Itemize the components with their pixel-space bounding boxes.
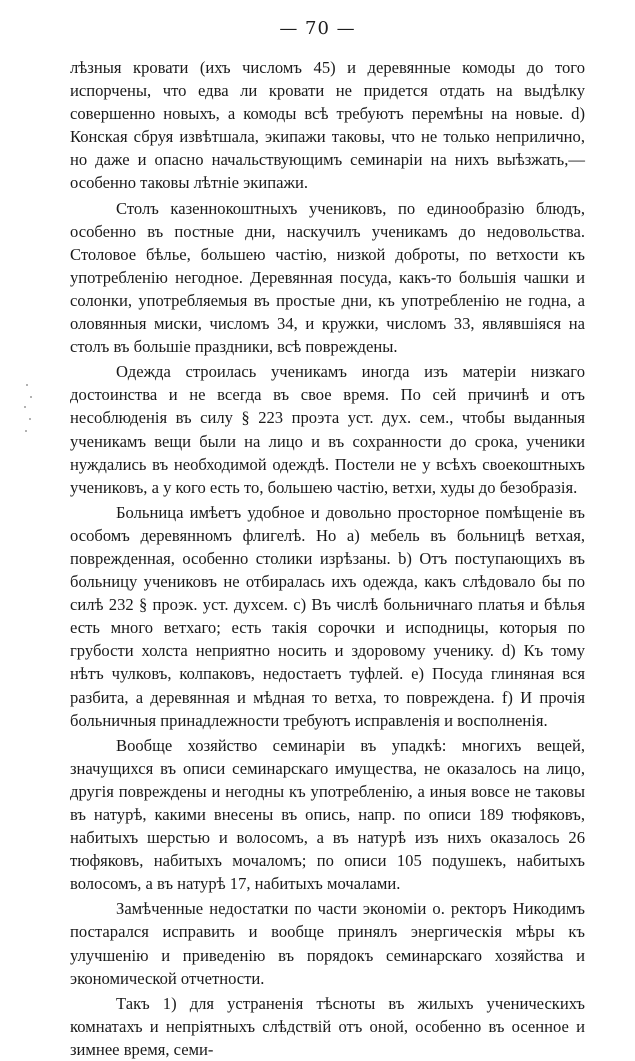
page-number: — 70 — [279, 18, 356, 39]
paragraph: Одежда строилась ученикамъ иногда изъ матеріи низкаго достоинства и не всегда въ свое время. По сей причинѣ и отъ несоблюденія въ силу § 223 проэта уст. дух. сем., чтобы выданныя ученикамъ вещи были на лицо и въ сохранности до срока, ученики нуждались въ необходимой одеждѣ. Постели не у всѣхъ своекоштныхъ учениковъ, а у кого есть то, большею частію, ветхи, худы до безобразія. [70, 362, 585, 497]
paragraph: Больница имѣетъ удобное и довольно просторное помѣщеніе въ особомъ деревянномъ флигелѣ. Но a) мебель въ больницѣ ветхая, поврежденная, особенно столики изрѣзаны. b) Отъ поступающихъ въ больницу учениковъ не отбиралась ихъ одежда, какъ слѣдовало бы по силѣ 232 § проэк. уст. духсем. c) Въ числѣ больничнаго платья и бѣлья есть много ветхаго; есть такія сорочки и исподницы, которыя по грубости холста неприятно носить и здоровому ученику. d) Къ тому нѣтъ чулковъ, колпаковъ, недостаетъ туфлей. e) Посуда глиняная вся разбита, а деревянная и мѣдная то ветха, то повреждена. f) И прочія больничныя принадлежности требуютъ исправленія и восполненія. [70, 502, 585, 730]
paragraph: лѣзныя кровати (ихъ числомъ 45) и деревянные комоды до того испорчены, что едва ли кровати не придется отдать на выдѣлку совершенно новыхъ, а комоды всѣ требуютъ перемѣны на новые. d) Конская сбруя извѣтшала, экипажи таковы, что не только неприлично, но даже и опасно начальствующимъ семинаріи на нихъ выѣзжать,—особенно таковы лѣтніе экипажи. [70, 58, 585, 193]
paragraph: Такъ 1) для устраненія тѣсноты въ жилыхъ ученическихъ комнатахъ и непріятныхъ слѣдствій отъ оной, особенно въ осенное и зимнее время, семи- [70, 993, 585, 1059]
paragraph: Столъ казеннокоштныхъ учениковъ, по единообразію блюдъ, особенно въ постные дни, наскучилъ ученикамъ до недовольства. Столовое бѣлье, большею частію, низкой доброты, по ветхости къ употребленію негодное. Деревянная посуда, какъ-то большія чашки и солонки, употребляемыя въ простые дни, къ употребленію не годна, а оловянныя миски, числомъ 34, и кружки, числомъ 33, являвшіяся на столъ въ большіе праздники, всѣ повреждены. [70, 198, 585, 357]
body-text [70, 56, 585, 1061]
scan-speck [22, 380, 36, 440]
paragraph: Вообще хозяйство семинаріи въ упадкѣ: многихъ вещей, значущихся въ описи семинарскаго имущества, не оказалось на лицо, другія повреждены и негодны къ употребленію, а иныя вовсе не таковы въ натурѣ, какими внесены въ опись, напр. по описи 189 тюфяковъ, набитыхъ шерстью и волосомъ, а въ натурѣ изъ нихъ оказалось 26 тюфяковъ, набитыхъ мочаломъ; по описи 105 подушекъ, набитыхъ волосомъ, а въ натурѣ 17, набитыхъ мочалами. [70, 735, 585, 894]
paragraph: Замѣченные недостатки по части экономіи о. ректоръ Никодимъ постарался исправить и вообще принялъ энергическія мѣры къ улучшенію и приведенію въ порядокъ семинарскаго хозяйства и экономической отчетности. [70, 899, 585, 988]
